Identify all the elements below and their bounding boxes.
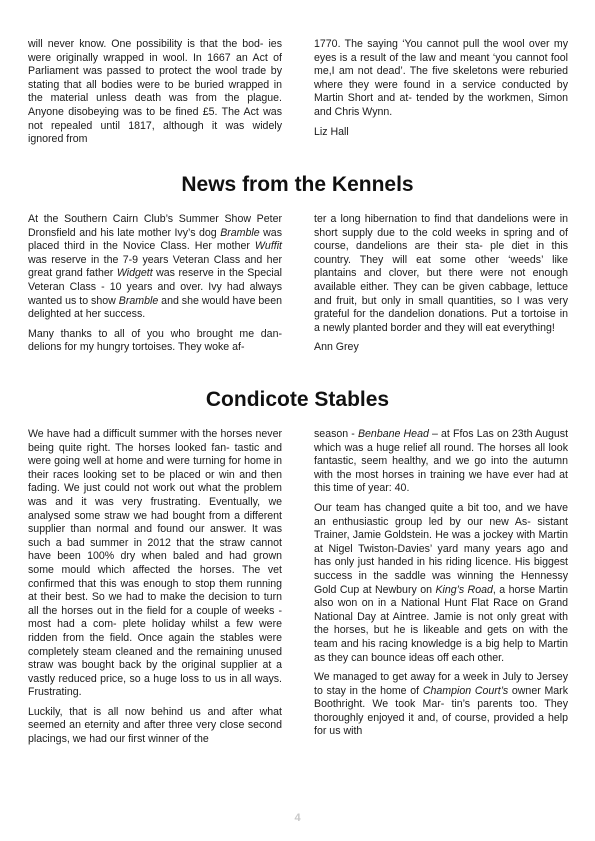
paragraph: [314, 502, 568, 665]
paragraph: [314, 38, 568, 120]
text-run: was reserve in the Special Veteran Class - 10 years and over. Ivy had always wanted us to show: [28, 267, 282, 307]
italic-name: Bramble: [118, 294, 159, 307]
intro-right-column: [314, 38, 568, 153]
text-run: Luckily, that is all now behind us and after what seemed an eternity and after three very close second placings, we had our first winner of the: [28, 705, 282, 746]
stables-article: [28, 428, 568, 753]
kennels-article: [28, 213, 568, 361]
kennels-left-column: [28, 213, 282, 361]
paragraph: [28, 328, 282, 355]
italic-name: King’s Road: [435, 583, 493, 596]
text-run: Many thanks to all of you who brought me dan- delions for my hungry tortoises. They woke af-: [28, 327, 282, 354]
text-run: was placed third in the Novice Class. Her mother: [28, 226, 282, 253]
text-run: ter a long hibernation to find that dandelions were in short supply due to the cold weeks in spring and of course, dandelions are their sta- ple diet in this country. They will eat some other ‘weeds’ like plantains and clover, but there were not enough available either. They can be given cabbage, lettuce and fruit, but only in small quantities, so I was very grateful for the dandelion donations. Put a tortoise in a newly planted border and they will eat everything!: [314, 213, 568, 334]
intro-article: [28, 38, 568, 153]
paragraph: [28, 428, 282, 700]
intro-columns: [28, 38, 568, 153]
kennels-right-column: [314, 213, 568, 361]
text-run: We have had a difficult summer with the horses never being quite right. The horses looked fan- tastic and were going well at home and were turning for home in their races looking set to be placed or win and then fading. We just could not work out what the problem was and it was very frustrating. Eventually, we analysed some straw we had bought from a different supplier than normal and found our answer. It was such a bad summer in 2012 that the straw cannot have been 100% dry when baled and had grown some mould which affected the horses. The vet confirmed that this was enough to stop them running at their best. So we had to make the decision to turn all the horses out in the field for a couple of weeks - most had a com- plete holiday whilst a few were ridden from the field. Once again the stables were completely steam cleaned and the remaining unused straw was bought back by the original supplier at a vastly reduced price, so a huge loss to us in all ways. Frustrating.: [28, 428, 282, 699]
intro-signature: Liz Hall: [314, 125, 349, 138]
stables-heading: Condicote Stables: [205, 388, 390, 411]
stables-right-column: [314, 428, 568, 753]
text-run: was reserve in the 7-9 years Veteran Class and her great grand father: [28, 253, 282, 280]
italic-name: Champion Court’s: [422, 684, 509, 697]
paragraph: [314, 671, 568, 739]
text-run: At the Southern Cairn Club’s Summer Show Peter Dronsfield and his late mother Ivy’s dog: [28, 213, 282, 239]
intro-right-text: [314, 38, 568, 120]
paragraph: [314, 428, 568, 496]
text-run: owner Mark Boothright. We took Mar- tin’s parents too. They thoroughly enjoyed it and, of course, provided a help for us with: [314, 684, 568, 738]
intro-left-column: [28, 38, 282, 153]
italic-name: Widgett: [116, 267, 153, 280]
kennels-right-text: [314, 213, 568, 335]
paragraph: [28, 38, 282, 147]
text-run: will never know. One possibility is that the bod- ies were originally wrapped in wool. In 1667 an Act of Parliament was passed to protect the wool trade by stating that all bodies were to be buried wrapped in the material unless death was from the plague. Anyone disobeying was to be fined £5. The Act was not repealed until 1817, although it was widely ignored from: [28, 38, 282, 146]
text-run: and she would have been delighted at her success.: [28, 294, 282, 321]
page-number: 4: [294, 812, 301, 824]
stables-left-column: [28, 428, 282, 753]
paragraph: [28, 213, 282, 322]
paragraph: [314, 213, 568, 335]
kennels-signature: Ann Grey: [314, 341, 359, 354]
text-run: , a horse Martin also won on in a National Hunt Flat Race on Grand National Day at Aintree. Jamie is not only great with the horses, but he is likeable and gets on with the team and his racing knowledge is a big help to Martin as they can bounce ideas off each other.: [314, 583, 568, 664]
text-run: season -: [314, 428, 358, 440]
kennels-columns: [28, 213, 568, 361]
italic-name: Bramble: [220, 226, 260, 239]
paragraph: [28, 706, 282, 747]
text-run: – at Ffos Las on 23th August which was a huge relief all round. The horses all look fantastic, seem healthy, and we go into the autumn with the most horses in training we have ever had at this time of year: 40.: [314, 428, 569, 495]
italic-name: Wuffit: [254, 240, 282, 253]
stables-columns: [28, 428, 568, 753]
text-run: We managed to get away for a week in July to Jersey to stay in the home of: [314, 671, 568, 697]
text-run: Our team has changed quite a bit too, and we have an enthusiastic group led by our new As- sistant Trainer, Jamie Goldstein. He was a jockey with Martin at Nigel Twiston-Davies’ yard many years ago and has only just handed in his riding licence. His biggest success in the saddle was winning the Hennessy Gold Cup at Newbury on: [314, 501, 568, 596]
kennels-heading: News from the Kennels: [181, 173, 414, 196]
italic-name: Benbane Head: [357, 428, 429, 440]
text-run: 1770. The saying ‘You cannot pull the wool over my eyes is a result of the law and meant ‘you cannot fool me,I am not dead’. The five skeletons were reburied where they were found in a service conducted by Martin Short and at- tended by the workmen, Simon and Chris Wynn.: [314, 38, 568, 118]
